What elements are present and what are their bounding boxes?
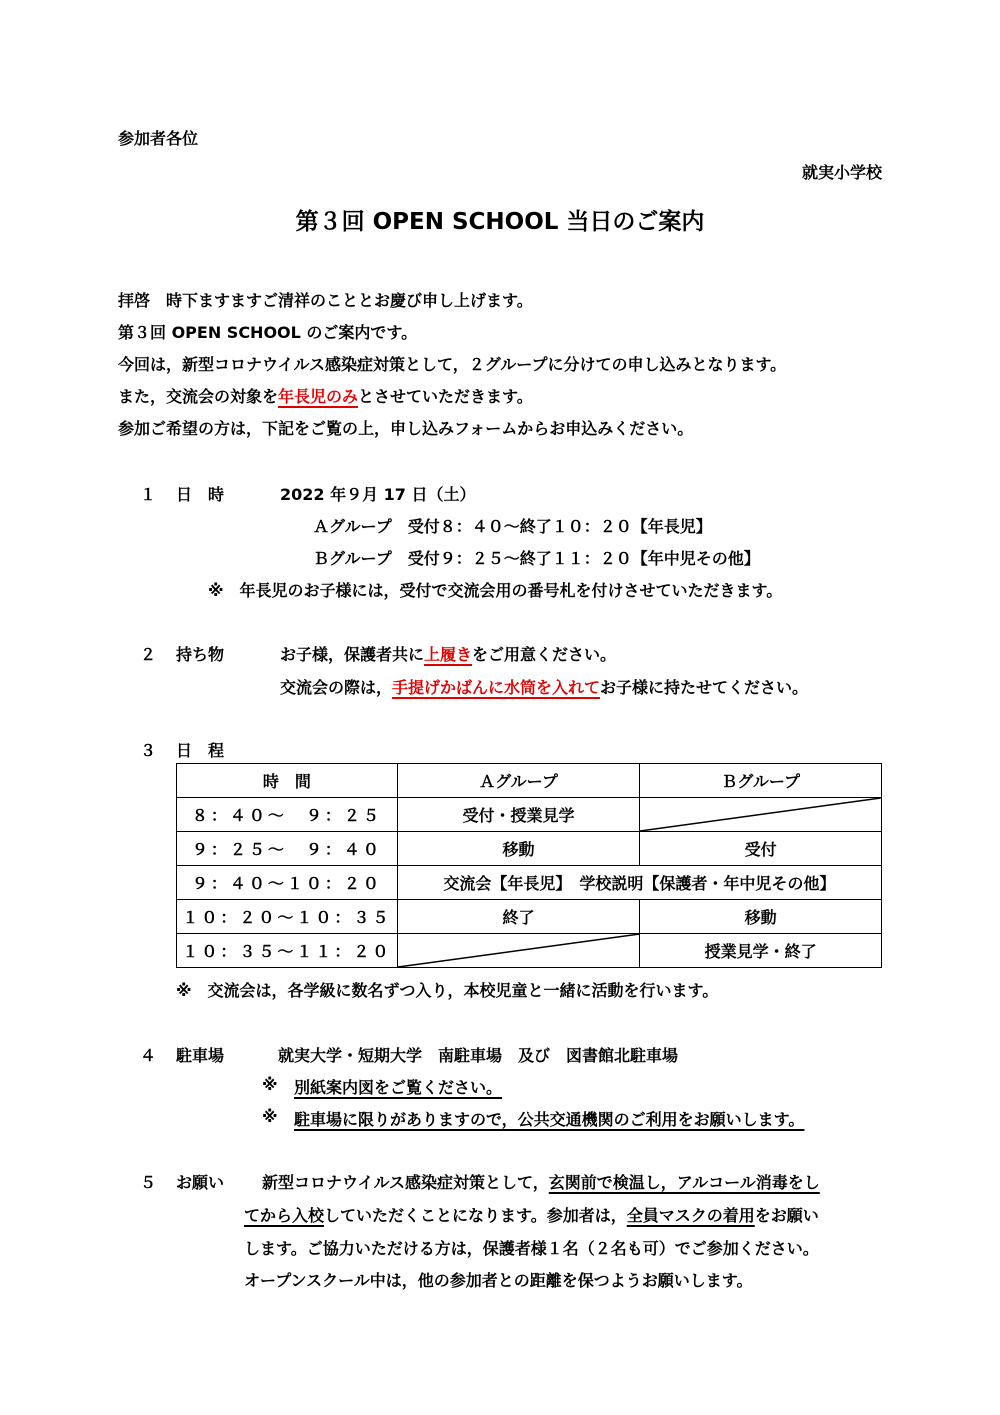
s5-line-1 — [262, 1170, 820, 1193]
header-group-a: Ａグループ — [397, 764, 640, 798]
s4-note-2: 駐車場に限りがありますので，公共交通機関のご利用をお願いします。 — [294, 1110, 805, 1129]
row-group-b: 移動 — [640, 900, 882, 934]
s1-label: 日 時 — [176, 485, 225, 504]
table-row — [177, 832, 882, 866]
s5-line-2-post: をお願い — [754, 1206, 819, 1225]
row-group-b: 授業見学・終了 — [640, 934, 882, 968]
page-title: 第３回 OPEN SCHOOL 当日のご案内 — [295, 209, 705, 235]
schedule-table — [176, 763, 882, 968]
header-time: 時 間 — [177, 764, 398, 798]
intro-line-2: 第３回 OPEN SCHOOL のご案内です。 — [118, 323, 418, 342]
s1-group-b: Ｂグループ 受付９：２５～終了１１：２０【年中児その他】 — [313, 549, 760, 568]
s2-line-1 — [280, 642, 616, 665]
s2-line-2-post: お子様に持たせてください。 — [600, 678, 809, 697]
row-time: １０：２０～１０：３５ — [177, 900, 398, 934]
s4-place: 就実大学・短期大学 南駐車場 及び 図書館北駐車場 — [278, 1046, 679, 1065]
s4-note-1-mark: ※ — [262, 1075, 278, 1094]
sender: 就実小学校 — [801, 163, 882, 182]
row-group-a: 受付・授業見学 — [397, 798, 640, 832]
intro-line-4-post: とさせていただきます。 — [358, 387, 533, 406]
s2-line-1-pre: お子様，保護者共に — [280, 645, 425, 664]
s3-note: ※ 交流会は，各学級に数名ずつ入り，本校児童と一緒に活動を行います。 — [176, 981, 719, 1000]
s5-line-2-mid: していただくことになります。参加者は， — [324, 1206, 627, 1225]
row-group-b: 受付 — [640, 832, 882, 866]
s5-line-4: オープンスクール中は，他の参加者との距離を保つようお願いします。 — [244, 1271, 753, 1290]
s4-note-2-mark: ※ — [262, 1107, 278, 1126]
table-row — [177, 866, 882, 900]
s5-line-2 — [244, 1203, 819, 1226]
s2-number: ２ — [140, 645, 157, 664]
recipient: 参加者各位 — [118, 129, 199, 148]
row-group-a: 終了 — [397, 900, 640, 934]
row-time: ８：４０～ ９：２５ — [177, 798, 398, 832]
s2-label: 持ち物 — [176, 645, 225, 664]
s1-note: ※ 年長児のお子様には，受付で交流会用の番号札を付けさせていただきます。 — [208, 581, 783, 600]
s5-number: ５ — [140, 1173, 157, 1192]
intro-line-4-pre: また，交流会の対象を — [118, 387, 279, 406]
table-header-row — [177, 764, 882, 798]
row-group-a: 移動 — [397, 832, 640, 866]
s5-line-2-underlined-2: 全員マスクの着用 — [626, 1206, 755, 1225]
row-merged: 交流会【年長児】 学校説明【保護者・年中児その他】 — [397, 866, 881, 900]
s1-group-a: Ａグループ 受付８：４０～終了１０：２０【年長児】 — [313, 517, 712, 536]
intro-line-5: 参加ご希望の方は，下記をご覧の上，申し込みフォームからお申込みください。 — [118, 419, 694, 438]
intro-highlight: 年長児のみ — [278, 387, 359, 406]
intro-line-4 — [118, 384, 533, 407]
s1-date: 2022 年９月 17 日（土） — [280, 485, 476, 504]
row-time: ９：４０～１０：２０ — [177, 866, 398, 900]
s2-line-1-post: をご用意ください。 — [472, 645, 617, 664]
s5-line-3: します。ご協力いただける方は，保護者様１名（２名も可）でご参加ください。 — [244, 1239, 819, 1258]
row-time: ９：２５～ ９：４０ — [177, 832, 398, 866]
empty-diagonal-cell — [397, 934, 640, 968]
s3-label: 日 程 — [176, 741, 225, 760]
table-row — [177, 900, 882, 934]
intro-line-1: 拝啓 時下ますますご清祥のこととお慶び申し上げます。 — [118, 291, 533, 310]
s5-line-1-pre: 新型コロナウイルス感染症対策として， — [262, 1173, 549, 1192]
empty-diagonal-cell — [640, 798, 882, 832]
s4-note-1: 別紙案内図をご覧ください。 — [294, 1078, 503, 1097]
s2-line-2 — [280, 675, 808, 698]
s5-line-2-underlined-1: てから入校 — [244, 1206, 325, 1225]
s5-label: お願い — [176, 1173, 225, 1192]
s5-line-1-underlined: 玄関前で検温し，アルコール消毒をし — [548, 1173, 820, 1192]
s2-highlight-2: 手提げかばんに水筒を入れて — [392, 678, 601, 697]
intro-line-3: 今回は，新型コロナウイルス感染症対策として，２グループに分けての申し込みとなります。 — [118, 355, 787, 374]
s4-number: ４ — [140, 1046, 157, 1065]
table-row — [177, 798, 882, 832]
s2-line-2-pre: 交流会の際は， — [280, 678, 393, 697]
table-row — [177, 934, 882, 968]
s1-number: １ — [140, 485, 157, 504]
s2-highlight-1: 上履き — [424, 645, 473, 664]
s4-label: 駐車場 — [176, 1046, 225, 1065]
row-time: １０：３５～１１：２０ — [177, 934, 398, 968]
header-group-b: Ｂグループ — [640, 764, 882, 798]
s3-number: ３ — [140, 741, 157, 760]
